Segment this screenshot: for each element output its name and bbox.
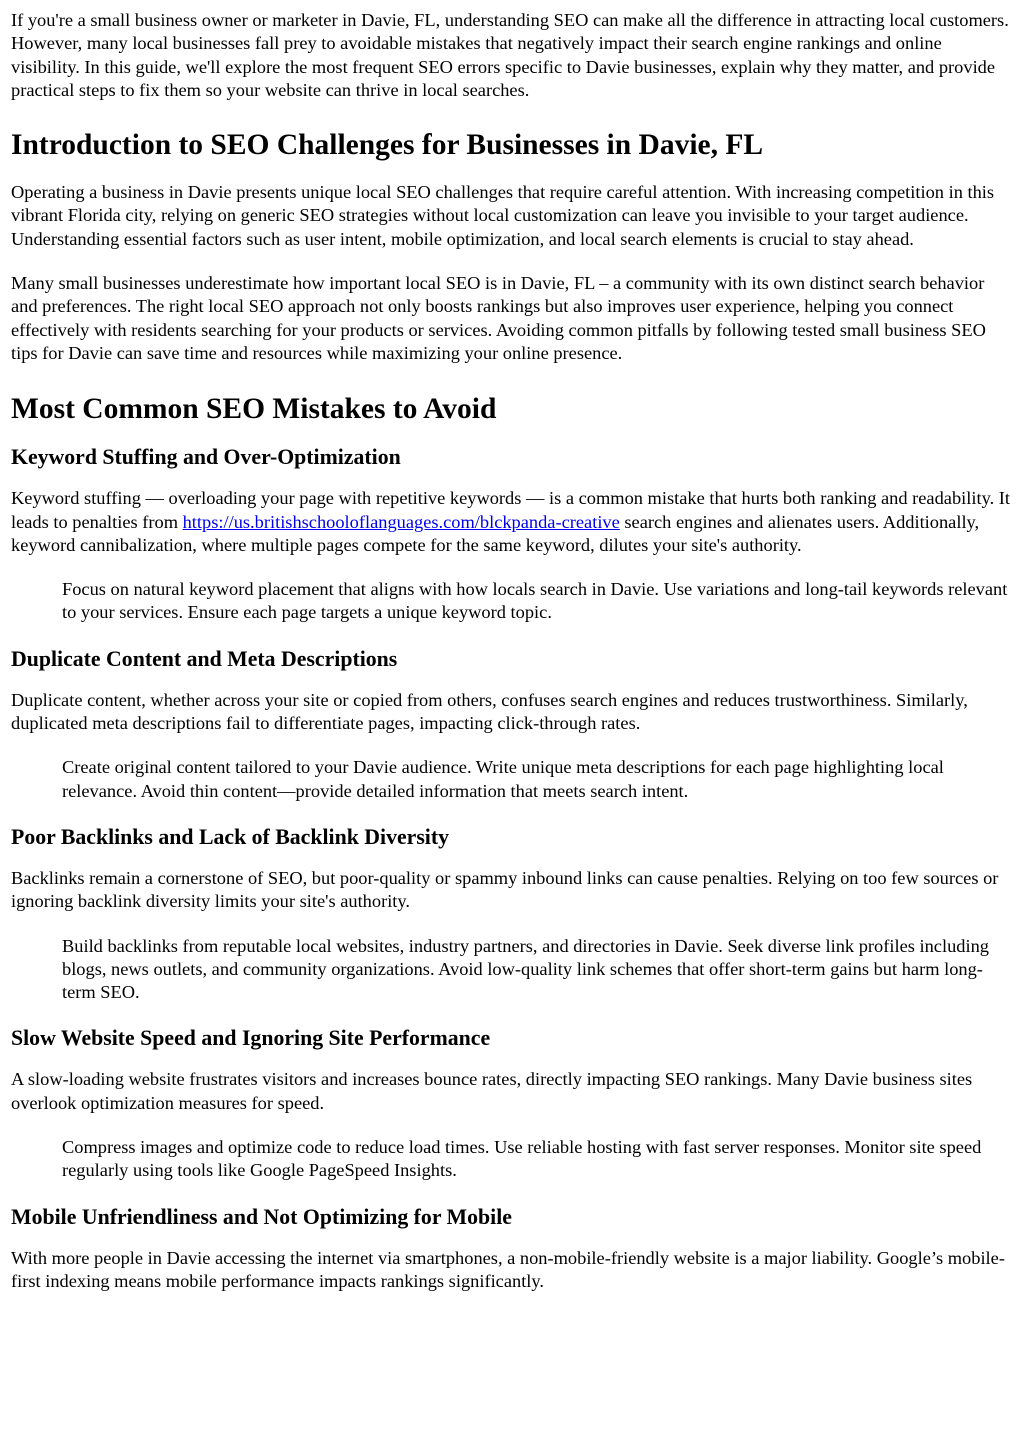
inline-link[interactable]: https://us.britishschooloflanguages.com/blckpanda-creative	[182, 511, 620, 532]
section-heading-mistakes: Most Common SEO Mistakes to Avoid	[11, 393, 497, 426]
duplicate-content-tip: Create original content tailored to your Davie audience. Write unique meta descriptions for each page highlighting local relevance. Avoid thin content—provide detailed information that meets search intent.	[62, 757, 944, 801]
backlinks-tip: Build backlinks from reputable local websites, industry partners, and directories in Davie. Seek diverse link profiles including blogs, news outlets, and community organizations. Avoid low-quality link schemes that offer short-term gains but harm long-term SEO.	[62, 935, 989, 1003]
keyword-stuffing-tip: Focus on natural keyword placement that aligns with how locals search in Davie. Use variations and long-tail keywords relevant to your services. Ensure each page targets a unique keyword topic.	[62, 579, 1008, 623]
subheading-duplicate-content: Duplicate Content and Meta Descriptions	[11, 646, 398, 671]
intro-section-paragraph-2: Many small businesses underestimate how important local SEO is in Davie, FL – a community with its own distinct search behavior and preferences. The right local SEO approach not only boosts rankings but also improves user experience, helping you connect effectively with residents searching for your products or services. Avoiding common pitfalls by following tested small business SEO tips for Davie can save time and resources while maximizing your online presence.	[11, 273, 986, 363]
subheading-backlinks: Poor Backlinks and Lack of Backlink Diversity	[11, 824, 450, 849]
site-speed-tip: Compress images and optimize code to reduce load times. Use reliable hosting with fast server responses. Monitor site speed regularly using tools like Google PageSpeed Insights.	[62, 1137, 982, 1181]
site-speed-paragraph: A slow-loading website frustrates visitors and increases bounce rates, directly impacting SEO rankings. Many Davie business sites overlook optimization measures for speed.	[11, 1069, 973, 1113]
subheading-mobile: Mobile Unfriendliness and Not Optimizing for Mobile	[11, 1204, 512, 1229]
backlinks-paragraph: Backlinks remain a cornerstone of SEO, but poor-quality or spammy inbound links can cause penalties. Relying on too few sources or ignoring backlink diversity limits your site's authority.	[11, 867, 999, 912]
keyword-text-after-link: search engines and alienates users. Additionally, keyword cannibalization, where multiple pages compete for the same keyword, dilutes your site's authority.	[11, 511, 980, 555]
intro-paragraph: If you're a small business owner or marketer in Davie, FL, understanding SEO can make all the difference in attracting local customers. However, many local businesses fall prey to avoidable mistakes that negatively impact their search engine rankings and online visibility. In this guide, we'll explore the most frequent SEO errors specific to Davie businesses, explain why they matter, and provide practical steps to fix them so your website can thrive in local searches.	[11, 10, 1009, 100]
section-heading-intro: Introduction to SEO Challenges for Businesses in Davie, FL	[11, 129, 764, 162]
keyword-stuffing-paragraph	[11, 487, 1014, 557]
duplicate-content-paragraph: Duplicate content, whether across your site or copied from others, confuses search engines and reduces trustworthiness. Similarly, duplicated meta descriptions fail to differentiate pages, impacting click-through rates.	[11, 689, 968, 734]
keyword-text-before-link: Keyword stuffing — overloading your page with repetitive keywords — is a common mistake that hurts both ranking and readability. It leads to penalties from	[11, 488, 1011, 532]
mobile-paragraph: With more people in Davie accessing the internet via smartphones, a non-mobile-friendly website is a major liability. Google’s mobile-first indexing means mobile performance impacts rankings significantly.	[11, 1247, 1005, 1291]
intro-section-paragraph-1: Operating a business in Davie presents unique local SEO challenges that require careful attention. With increasing competition in this vibrant Florida city, relying on generic SEO strategies without local customization can leave you invisible to your target audience. Understanding essential factors such as user intent, mobile optimization, and local search elements is crucial to stay ahead.	[11, 182, 995, 249]
subheading-keyword-stuffing: Keyword Stuffing and Over-Optimization	[11, 445, 401, 470]
subheading-site-speed: Slow Website Speed and Ignoring Site Performance	[11, 1026, 491, 1051]
